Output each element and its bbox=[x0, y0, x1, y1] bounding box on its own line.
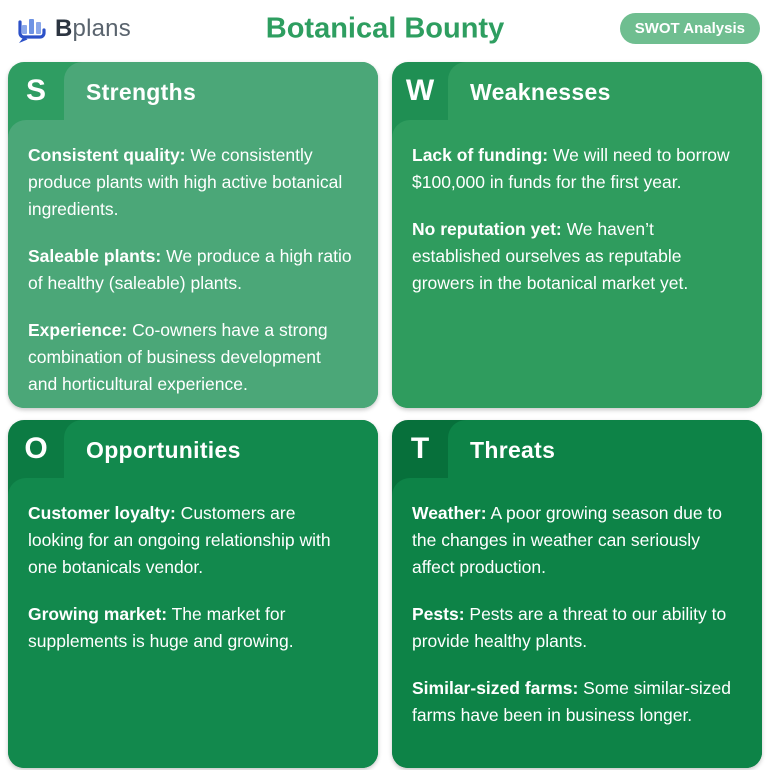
swot-item bbox=[412, 500, 738, 581]
strengths-title: Strengths bbox=[86, 79, 197, 105]
strengths-card bbox=[8, 62, 378, 408]
strengths-content bbox=[28, 142, 354, 408]
swot-item-label: Similar-sized farms: bbox=[412, 678, 579, 698]
swot-item-label: Pests: bbox=[412, 604, 465, 624]
swot-item bbox=[412, 675, 738, 729]
swot-item-text: The market for supplements is huge and growing. bbox=[28, 604, 294, 651]
swot-item-text: We haven’t established ourselves as reputable growers in the botanical market yet. bbox=[412, 219, 689, 293]
logo-text-bold: B bbox=[55, 15, 73, 42]
swot-item-text: We will need to borrow $100,000 in funds for the first year. bbox=[412, 145, 730, 192]
swot-item-text: We produce a high ratio of healthy (saleable) plants. bbox=[28, 246, 352, 293]
header bbox=[0, 0, 770, 58]
swot-item-label: No reputation yet: bbox=[412, 219, 562, 239]
opportunities-title: Opportunities bbox=[86, 437, 241, 463]
swot-item-text: Some similar-sized farms have been in business longer. bbox=[412, 678, 731, 725]
logo-text-rest: plans bbox=[72, 15, 131, 42]
threats-content bbox=[412, 500, 738, 749]
opportunities-card bbox=[8, 420, 378, 768]
swot-item bbox=[28, 142, 354, 223]
threats-card bbox=[392, 420, 762, 768]
logo-text bbox=[55, 15, 131, 43]
swot-item bbox=[28, 317, 354, 398]
swot-item-text: Customers are looking for an ongoing relationship with one botanicals vendor. bbox=[28, 503, 331, 577]
swot-analysis-badge: SWOT Analysis bbox=[620, 13, 760, 44]
swot-item-text: A poor growing season due to the changes in weather can seriously affect production. bbox=[412, 503, 723, 577]
swot-item bbox=[412, 216, 738, 297]
page-title: Botanical Bounty bbox=[265, 12, 505, 45]
swot-item-text: Co-owners have a strong combination of business development and horticultural experience. bbox=[28, 320, 328, 394]
swot-item-label: Customer loyalty: bbox=[28, 503, 176, 523]
swot-item bbox=[28, 601, 354, 655]
swot-item-label: Consistent quality: bbox=[28, 145, 186, 165]
swot-grid bbox=[8, 62, 762, 768]
swot-item bbox=[412, 142, 738, 196]
threats-letter-tab bbox=[392, 420, 448, 478]
swot-item-label: Growing market: bbox=[28, 604, 168, 624]
opportunities-letter-tab bbox=[8, 420, 64, 478]
swot-item bbox=[412, 601, 738, 655]
weaknesses-content bbox=[412, 142, 738, 317]
swot-item-label: Experience: bbox=[28, 320, 128, 340]
strengths-letter-tab bbox=[8, 62, 64, 120]
bar-chart-speech-bubble-icon bbox=[14, 13, 50, 45]
threats-letter: T bbox=[410, 432, 430, 465]
opportunities-letter: O bbox=[24, 432, 48, 465]
opportunities-content bbox=[28, 500, 354, 675]
swot-item-text: We consistently produce plants with high active botanical ingredients. bbox=[28, 145, 343, 219]
swot-item-text: Pests are a threat to our ability to provide healthy plants. bbox=[412, 604, 727, 651]
threats-title: Threats bbox=[470, 437, 556, 463]
swot-item bbox=[28, 500, 354, 581]
swot-item-label: Lack of funding: bbox=[412, 145, 549, 165]
weaknesses-letter-tab bbox=[392, 62, 448, 120]
swot-item bbox=[28, 243, 354, 297]
swot-item-label: Weather: bbox=[412, 503, 487, 523]
weaknesses-title: Weaknesses bbox=[470, 79, 611, 105]
weaknesses-letter: W bbox=[405, 74, 435, 107]
swot-item-label: Saleable plants: bbox=[28, 246, 162, 266]
weaknesses-card bbox=[392, 62, 762, 408]
bplans-logo bbox=[14, 13, 131, 45]
strengths-letter: S bbox=[25, 74, 46, 107]
